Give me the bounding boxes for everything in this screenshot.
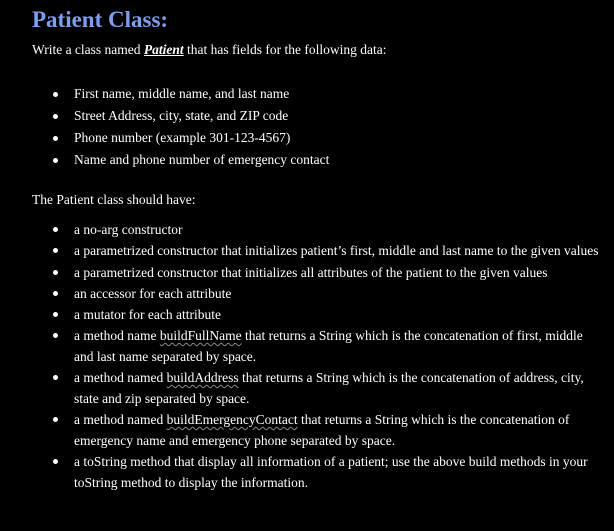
method-name: buildFullName: [159, 328, 242, 343]
list-item-text-before: a method name: [74, 328, 160, 343]
list-item-text: a parametrized constructor that initializes patient’s first, middle and last name to the given values: [74, 243, 599, 258]
bullet-icon: [53, 291, 58, 296]
list-item-text: First name, middle name, and last name: [74, 86, 290, 101]
method-name: buildEmergencyContact: [166, 412, 298, 427]
bullet-icon: [53, 375, 58, 380]
list-item-text: Phone number (example 301-123-4567): [74, 130, 291, 145]
list-item: [0, 304, 604, 325]
bullet-icon: [53, 333, 58, 338]
list-item-text: an accessor for each attribute: [74, 286, 232, 301]
list-item-text: Name and phone number of emergency contact: [74, 152, 330, 167]
list-item-text: a parametrized constructor that initializes all attributes of the patient to the given values: [74, 265, 548, 280]
bullet-icon: [53, 136, 58, 141]
bullet-icon: [53, 227, 58, 232]
bullet-icon: [53, 312, 58, 317]
list-item: [0, 367, 604, 409]
list-item-text: a toString method that display all information of a patient; use the above build methods in your toString method to display the information.: [74, 454, 588, 490]
list-item: [0, 240, 604, 261]
list-item-text-before: a method named: [74, 412, 167, 427]
list-item: [0, 149, 604, 171]
bullet-icon: [53, 114, 58, 119]
list-item-text-before: a method named: [74, 370, 167, 385]
list-item: [0, 219, 604, 240]
list-item: [0, 283, 604, 304]
list-item: [0, 83, 604, 105]
intro-text-before: Write a class named: [32, 42, 144, 57]
intro-paragraph: [32, 41, 387, 59]
bullet-icon: [53, 270, 58, 275]
requirements-heading: The Patient class should have:: [32, 192, 196, 207]
class-name: Patient: [143, 42, 184, 57]
list-item: [0, 409, 604, 451]
intro-text-after: that has fields for the following data:: [183, 42, 387, 57]
list-item: [0, 262, 604, 283]
list-item: [0, 451, 604, 493]
bullet-icon: [53, 248, 58, 253]
list-item: [0, 325, 604, 367]
list-item-text: a mutator for each attribute: [74, 307, 221, 322]
list-item: [0, 127, 604, 149]
list-item-text-after: that returns a String which is the concatenation of address, city, state and zip separated by space.: [74, 370, 584, 406]
bullet-icon: [53, 459, 58, 464]
list-item-text-after: that returns a String which is the concatenation of emergency name and emergency phone separated by space.: [74, 412, 570, 448]
bullet-icon: [53, 417, 58, 422]
list-item: [0, 105, 604, 127]
fields-list: [0, 83, 604, 171]
method-name: buildAddress: [166, 370, 239, 385]
list-item-text: a no-arg constructor: [74, 222, 183, 237]
bullet-icon: [53, 158, 58, 163]
bullet-icon: [53, 92, 58, 97]
requirements-list: [0, 219, 604, 493]
page-title: Patient Class:: [32, 7, 169, 32]
list-item-text-after: that returns a String which is the concatenation of first, middle and last name separated by space.: [74, 328, 583, 364]
list-item-text: Street Address, city, state, and ZIP code: [74, 108, 289, 123]
